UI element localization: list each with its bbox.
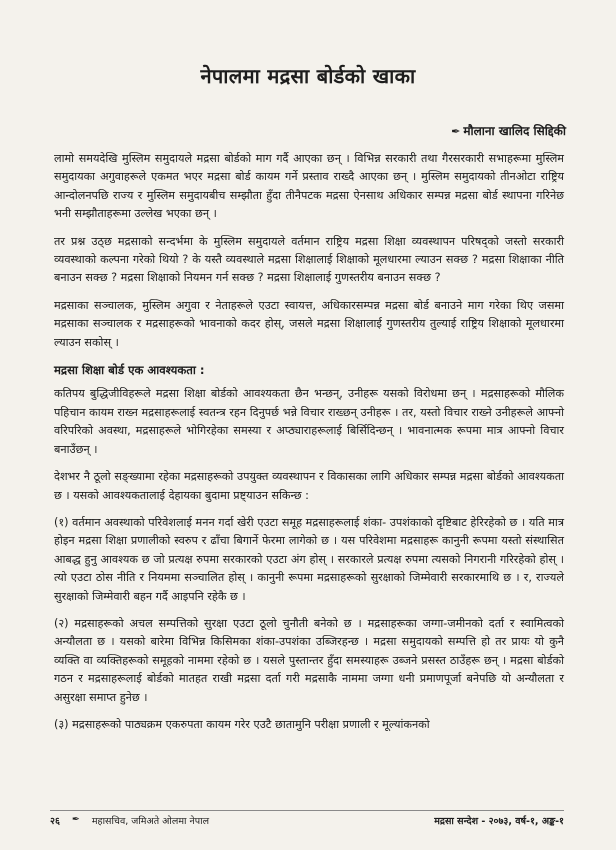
article-title: नेपालमा मद्रसा बोर्डको खाका <box>200 64 416 88</box>
paragraph: (३) मद्रसाहरूको पाठ्यक्रम एकरुपता कायम गरेर एउटै छातामुनि परीक्षा प्रणाली र मूल्यांकनको <box>54 717 430 731</box>
footer-quill-icon: ✒ <box>71 814 80 825</box>
paragraph: देशभर नै ठूलो सङ्ख्यामा रहेका मद्रसाहरूको उपयुक्त व्यवस्थापन र विकासका लागि अधिकार सम्पन्न मद्रसा बोर्डको आवश्यकता छ । यसको आवश्यकतालाई देहायका बुदामा प्रष्ट्याउन सकिन्छ : <box>54 470 564 502</box>
paragraph: तर प्रश्न उठ्छ मद्रसाको सन्दर्भमा के मुस्लिम समुदायले वर्तमान राष्ट्रिय मद्रसा शिक्षा व्यवस्थापन परिषद्को जस्तो सरकारी व्यवस्थाको कल्पना गरेको थियो ? के यस्तै व्यवस्थाले मद्रसा शिक्षालाई शिक्षाको मूलधारमा ल्याउन सक्छ ? मद्रसा शिक्षाका नीति बनाउन सक्छ ? मद्रसा शिक्षाको नियमन गर्न सक्छ ? मद्रसा शिक्षालाई गुणस्तरीय बनाउन सक्छ ? <box>54 234 564 285</box>
paragraph: (२) मद्रसाहरूको अचल सम्पत्तिको सुरक्षा एउटा ठूलो चुनौती बनेको छ । मद्रसाहरूका जग्गा-जमीनको दर्ता र स्वामित्वको अन्यौलता छ । यसको बारेमा विभिन्न किसिमका शंका-उपशंका उब्जिरहन्छ । मद्रसा समुदायको सम्पत्ति हो तर प्रायः यो कुनै व्यक्ति वा व्यक्तिहरूको समूहको नाममा रहेको छ । यसले पुस्तान्तर हुँदा समस्याहरू उब्जने प्रसस्त ठाउँहरू छन् । मद्रसा बोर्डको गठन र मद्रसाहरूलाई बोर्डको मातहत राखी मद्रसा दर्ता गरी मद्रसाकै नाममा जग्गा धनी प्रमाणपूर्जा बनेपछि यो अन्यौलता र असुरक्षा समाप्त हुनेछ । <box>54 616 564 704</box>
publication-info: मद्रसा सन्देश - २०७३, वर्ष-१, अङ्क-१ <box>434 816 564 827</box>
paragraph: कतिपय बुद्धिजीविहरूले मद्रसा शिक्षा बोर्डको आवश्यकता छैन भन्छन्, उनीहरू यसको विरोधमा छन् । मद्रसाहरूको मौलिक पहिचान कायम राख्न मद्रसाहरूलाई स्वतन्त्र रहन दिनुपर्छ भन्ने विचार राख्छन् उनीहरू । तर, यस्तो विचार राख्ने उनीहरूले आफ्नो वरिपरिको अवस्था, मद्रसाहरूले भोगिरहेका समस्या र अप्ठ्याराहरूलाई बिर्सिदिन्छन् । भावनात्मक रूपमा मात्र आफ्नो विचार बनाउँछन् । <box>54 387 564 456</box>
paragraph: मद्रसाका सञ्चालक, मुस्लिम अगुवा र नेताहरूले एउटा स्वायत्त, अधिकारसम्पन्न मद्रसा बोर्ड बनाउने माग गरेका थिए जसमा मद्रसाका सञ्चालक र मद्रसाहरूको भावनाको कदर होस्, जसले मद्रसा शिक्षालाई गुणस्तरीय तुल्याई राष्ट्रिय शिक्षाको मूलधारमा ल्याउन सकोस् । <box>54 298 564 349</box>
paragraph: लामो समयदेखि मुस्लिम समुदायले मद्रसा बोर्डको माग गर्दै आएका छन् । विभिन्न सरकारी तथा गैरसरकारी सभाहरूमा मुस्लिम समुदायका अगुवाहरूले एकमत भएर मद्रसा बोर्ड कायम गर्ने प्रस्ताव राख्दै आएका छन् । मुस्लिम समुदायको तीनओटा राष्ट्रिय आन्दोलनपछि राज्य र मुस्लिम समुदायबीच सम्झौता हुँदा तीनैपटक मद्रसा ऐनसाथ अधिकार सम्पन्न मद्रसा बोर्ड स्थापना गरिनेछ भनी सम्झौताहरूमा उल्लेख भएका छन् । <box>54 152 564 221</box>
footer-left <box>50 814 209 827</box>
author-byline <box>451 122 566 139</box>
quill-icon: ✒ <box>451 125 461 138</box>
section-heading: मद्रसा शिक्षा बोर्ड एक आवश्यकता : <box>54 363 205 378</box>
page-number: २६ <box>50 816 60 827</box>
page-footer <box>50 810 564 827</box>
footer-author-title: महासचिव, जमिअते ओलमा नेपाल <box>91 816 210 827</box>
article-body <box>54 150 564 743</box>
author-name: मौलाना खालिद सिद्दिकी <box>463 124 566 138</box>
paragraph: (१) वर्तमान अवस्थाको परिवेशलाई मनन गर्दा खेरी एउटा समूह मद्रसाहरूलाई शंका- उपशंकाको दृष्टिबाट हेरिरहेको छ । यति मात्र होइन मद्रसा शिक्षा प्रणालीको स्वरुप र ढाँचा बिगार्ने फेरमा लागेको छ । यस परिवेशमा मद्रसाहरू कानुनी रूपमा यस्तो संस्थासित आबद्ध हुनु आवश्यक छ जो प्रत्यक्ष रुपमा सरकारको एउटा अंग होस् । सरकारले प्रत्यक्ष रुपमा त्यसको निगरानी गरिरहेको होस् । त्यो एउटा ठोस नीति र नियममा सञ्चालित होस् । कानुनी रूपमा मद्रसाहरूको सुरक्षाको जिम्मेवारी सरकारमाथि छ । र, राज्यले सुरक्षाको जिम्मेवारी बहन गर्दै आइपनि रहेकै छ । <box>54 515 564 603</box>
